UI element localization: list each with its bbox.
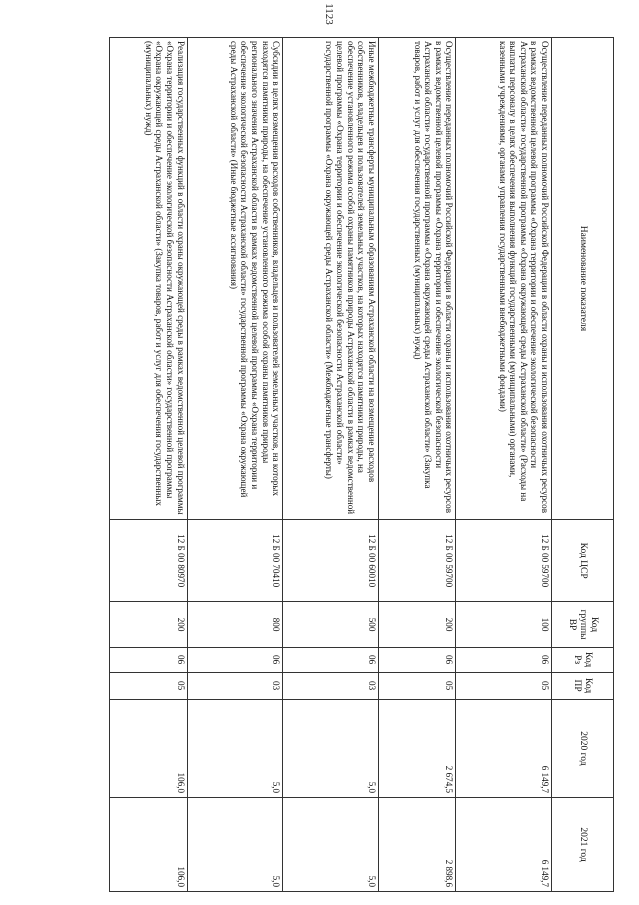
row-rz: 06 xyxy=(110,647,188,672)
row-name: Реализация государственных функций в области охраны окружающей среды в рамках ведомственной целевой программы «Охрана территории и обеспечение экологической безопасности Астраханской области» государственной программы «Охрана окружающей среды Астраханской области» (Закупка товаров, работ и услуг для обеспечения государственных (муниципальных) нужд) xyxy=(110,38,188,520)
row-name: Осуществление переданных полномочий Российской Федерации в области охраны и использования охотничьих ресурсов в рамках ведомственной целевой программы «Охрана территории и обеспечение экологической безопасности Астраханской области» государственной программы «Охрана окружающей среды Астраханской области» (Закупка товаров, работ и услуг для обеспечения государственных (муниципальных) нужд) xyxy=(378,38,456,520)
row-csr: 12 Б 00 60010 xyxy=(283,519,379,602)
row-rz: 06 xyxy=(378,647,456,672)
row-vr: 500 xyxy=(283,602,379,647)
row-pr: 05 xyxy=(456,672,552,699)
header-name: Наименование показателя xyxy=(552,38,614,520)
header-csr: Код ЦСР xyxy=(552,519,614,602)
row-rz: 06 xyxy=(187,647,283,672)
row-pr: 05 xyxy=(110,672,188,699)
row-pr: 03 xyxy=(283,672,379,699)
row-name: Иные межбюджетные трансферты муниципальным образованиям Астраханской области на возмещение расходов собственников, владельцев и пользователей земельных участков, на которых находятся памятники природы, на обеспечение установленного режима особой охраны памятников природы Астраханской области в рамках ведомственной целевой программы «Охрана территории и обеспечение экологической безопасности Астраханской области» государственной программы «Охрана окружающей среды Астраханской области» (Межбюджетные трансферты) xyxy=(283,38,379,520)
table-wrapper xyxy=(109,37,614,892)
row-csr: 12 Б 00 80970 xyxy=(110,519,188,602)
row-rz: 06 xyxy=(283,647,379,672)
row-csr: 12 Б 00 70410 xyxy=(187,519,283,602)
header-2021: 2021 год xyxy=(552,798,614,892)
table-row xyxy=(283,38,379,892)
header-pr: Код ПР xyxy=(552,672,614,699)
row-name: Субсидии в целях возмещения расходов собственников, владельцев и пользователей земельных участков, на которых находятся памятники природы, на обеспечение установленного режима особой охраны памятников природы регионального значения Астраханской области в рамках ведомственной целевой программы «Охрана территории и обеспечение экологической безопасности Астраханской области» государственной программы «Охрана окружающей среды Астраханской области» (Иные бюджетные ассигнования) xyxy=(187,38,283,520)
table-row xyxy=(378,38,456,892)
row-2021: 2 898,6 xyxy=(378,798,456,892)
row-name: Осуществление переданных полномочий Российской Федерации в области охраны и использования охотничьих ресурсов в рамках ведомственной целевой программы «Охрана территории и обеспечение экологической безопасности Астраханской области» государственной программы «Охрана окружающей среды Астраханской области» (Расходы на выплаты персоналу в целях обеспечения выполнения функций государственными (муниципальными) органами, казенными учреждениями, органами управления государственными внебюджетными фондами) xyxy=(456,38,552,520)
row-vr: 800 xyxy=(187,602,283,647)
row-2020: 6 149,7 xyxy=(456,699,552,797)
header-row xyxy=(552,38,614,892)
header-vr: Код группы ВР xyxy=(552,602,614,647)
row-csr: 12 Б 00 59700 xyxy=(378,519,456,602)
table-row xyxy=(110,38,188,892)
header-2020: 2020 год xyxy=(552,699,614,797)
row-2020: 5,0 xyxy=(283,699,379,797)
row-2021: 106,0 xyxy=(110,798,188,892)
table-row xyxy=(187,38,283,892)
row-vr: 200 xyxy=(110,602,188,647)
row-2021: 6 149,7 xyxy=(456,798,552,892)
budget-table xyxy=(109,37,614,892)
row-csr: 12 Б 00 59700 xyxy=(456,519,552,602)
row-2020: 2 674,5 xyxy=(378,699,456,797)
header-rz: Код Рз xyxy=(552,647,614,672)
table-row xyxy=(456,38,552,892)
row-2020: 106,0 xyxy=(110,699,188,797)
row-2021: 5,0 xyxy=(283,798,379,892)
row-2020: 5,0 xyxy=(187,699,283,797)
row-vr: 100 xyxy=(456,602,552,647)
row-pr: 05 xyxy=(378,672,456,699)
page-number: 1123 xyxy=(323,3,335,25)
row-2021: 5,0 xyxy=(187,798,283,892)
row-vr: 200 xyxy=(378,602,456,647)
row-pr: 03 xyxy=(187,672,283,699)
rotated-page-area xyxy=(109,37,614,892)
row-rz: 06 xyxy=(456,647,552,672)
